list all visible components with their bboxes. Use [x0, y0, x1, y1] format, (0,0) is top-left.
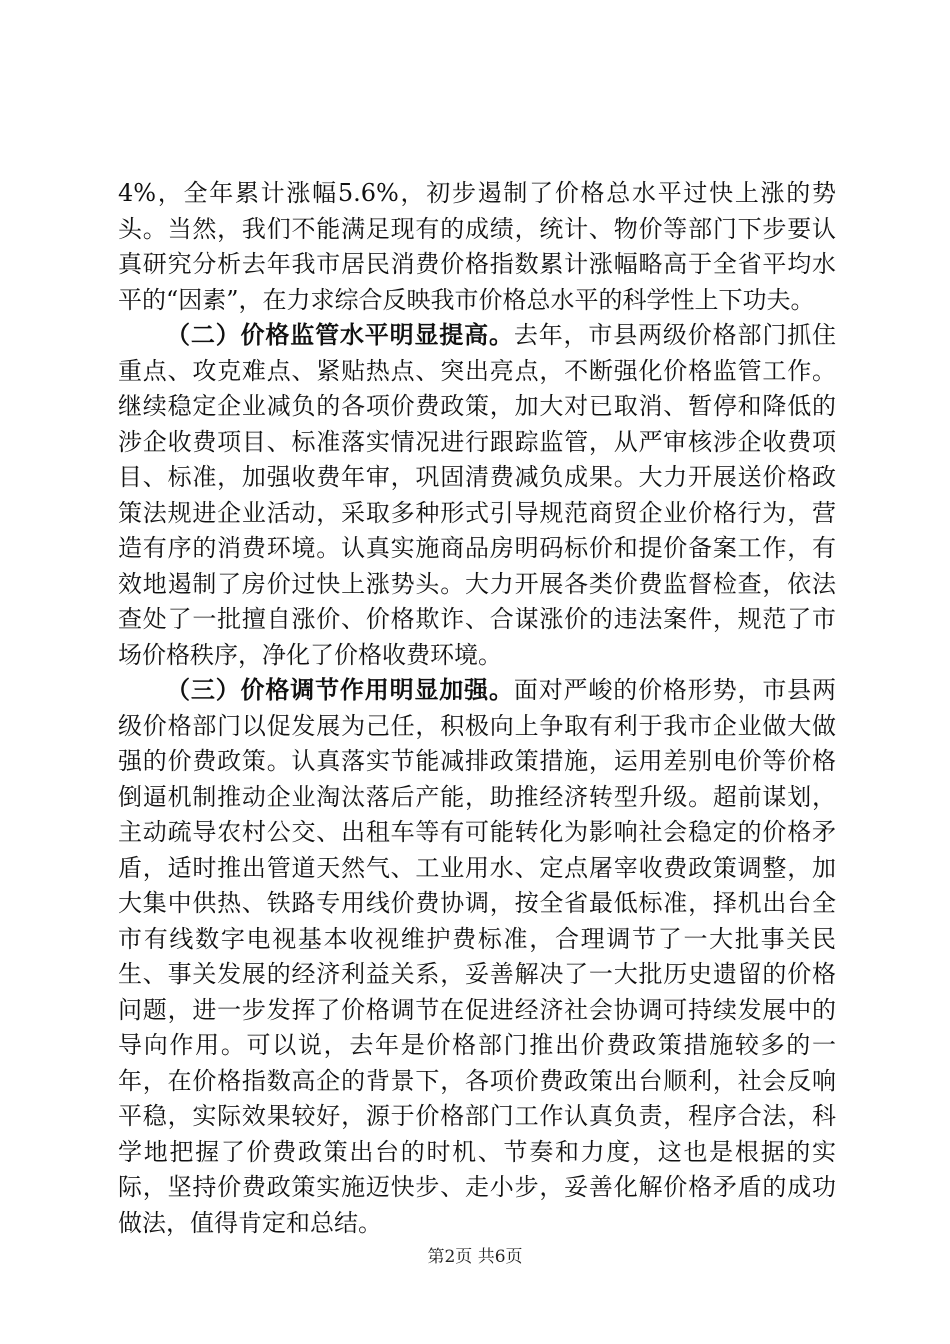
paragraph-price-supervision: [118, 318, 836, 673]
paragraph-text: 4%，全年累计涨幅5.6%，初步遏制了价格总水平过快上涨的势头。当然，我们不能满足现有的成绩，统计、物价等部门下步要认真研究分析去年我市居民消费价格指数累计涨幅略高于全省平均水平的“因素”，在力求综合反映我市价格总水平的科学性上下功夫。: [118, 179, 836, 314]
section-heading-price-supervision: （二）价格监管水平明显提高。: [166, 321, 514, 349]
section-heading-price-regulation: （三）价格调节作用明显加强。: [166, 676, 514, 704]
paragraph-text: 去年，市县两级价格部门抓住重点、攻克难点、紧贴热点、突出亮点，不断强化价格监管工作。继续稳定企业减负的各项价费政策，加大对已取消、暂停和降低的涉企收费项目、标准落实情况进行跟踪监管，从严审核涉企收费项目、标准，加强收费年审，巩固清费减负成果。大力开展送价格政策法规进企业活动，采取多种形式引导规范商贸企业价格行为，营造有序的消费环境。认真实施商品房明码标价和提价备案工作，有效地遏制了房价过快上涨势头。大力开展各类价费监督检查，依法查处了一批擅自涨价、价格欺诈、合谋涨价的违法案件，规范了市场价格秩序，净化了价格收费环境。: [118, 321, 837, 669]
paragraph-intro: [118, 176, 836, 318]
page-number-footer: 第2页 共6页: [427, 1247, 523, 1267]
document-body: [118, 176, 836, 1241]
paragraph-text: 面对严峻的价格形势，市县两级价格部门以促发展为己任，积极向上争取有利于我市企业做大做强的价费政策。认真落实节能减排政策措施，运用差别电价等价格倒逼机制推动企业淘汰落后产能，助推经济转型升级。超前谋划，主动疏导农村公交、出租车等有可能转化为影响社会稳定的价格矛盾，适时推出管道天然气、工业用水、定点屠宰收费政策调整，加大集中供热、铁路专用线价费协调，按全省最低标准，择机出台全市有线数字电视基本收视维护费标准，合理调节了一大批事关民生、事关发展的经济利益关系，妥善解决了一大批历史遗留的价格问题，进一步发挥了价格调节在促进经济社会协调可持续发展中的导向作用。可以说，去年是价格部门推出价费政策措施较多的一年，在价格指数高企的背景下，各项价费政策出台顺利，社会反响平稳，实际效果较好，源于价格部门工作认真负责，程序合法，科学地把握了价费政策出台的时机、节奏和力度，这也是根据的实际，坚持价费政策实施迈快步、走小步，妥善化解价格矛盾的成功做法，值得肯定和总结。: [118, 676, 837, 1237]
paragraph-price-regulation: [118, 673, 836, 1241]
